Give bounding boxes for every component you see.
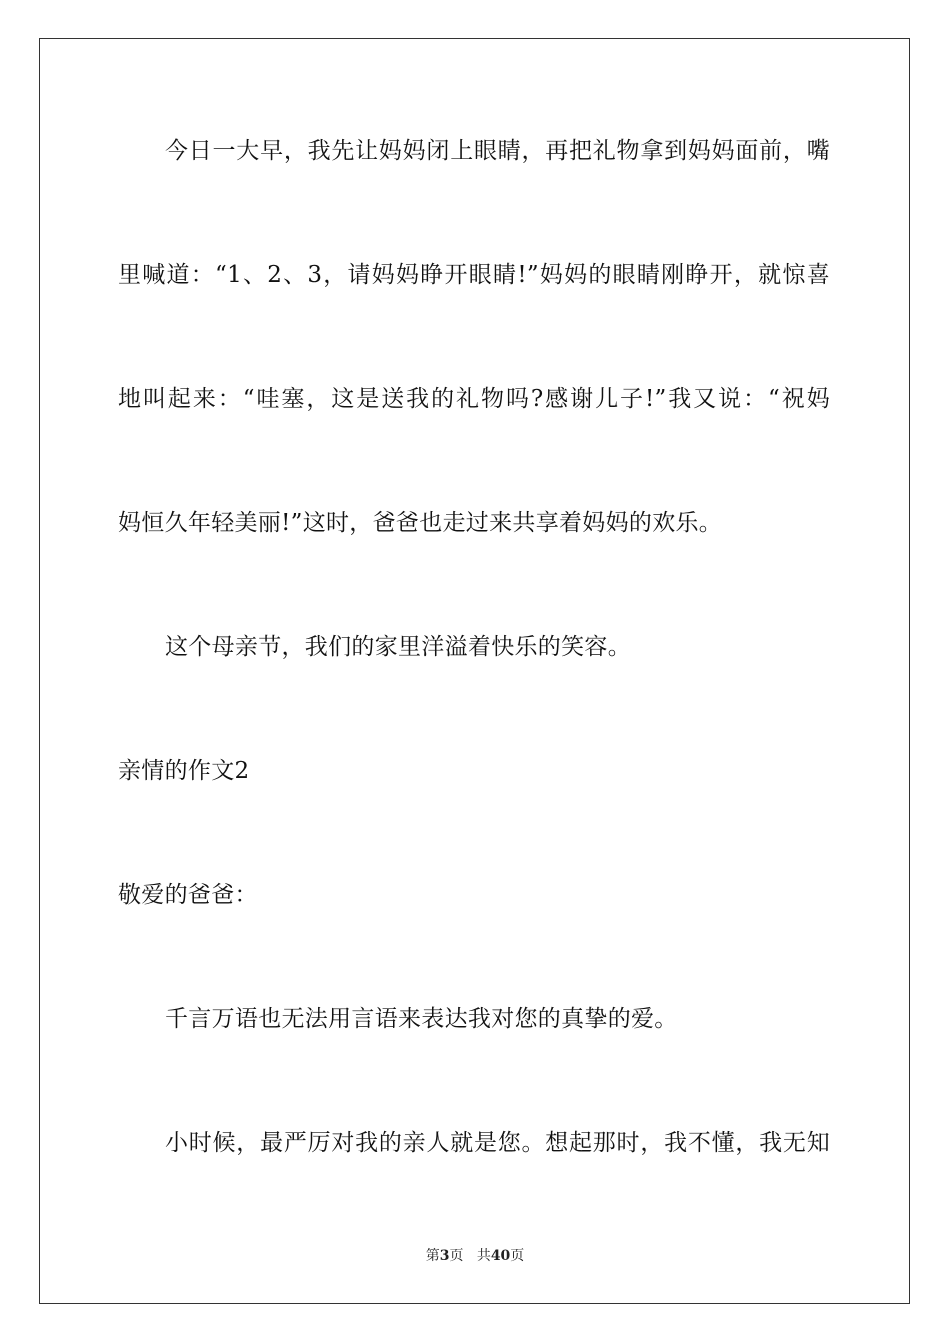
page-label-prefix: 第 bbox=[425, 1248, 440, 1264]
paragraph-line-4: 妈恒久年轻美丽!”这时，爸爸也走过来共享着妈妈的欢乐。 bbox=[118, 510, 723, 536]
page-number: 3 bbox=[439, 1248, 450, 1264]
page-border bbox=[39, 38, 910, 1304]
paragraph-line-7: 小时候，最严厉对我的亲人就是您。想起那时，我不懂，我无知 bbox=[165, 1130, 830, 1156]
paragraph-line-6: 千言万语也无法用言语来表达我对您的真挚的爱。 bbox=[165, 1006, 678, 1032]
paragraph-line-3: 地叫起来：“哇塞，这是送我的礼物吗?感谢儿子!”我又说：“祝妈 bbox=[118, 386, 830, 412]
total-label-prefix: 共 bbox=[476, 1248, 491, 1264]
paragraph-line-1: 今日一大早，我先让妈妈闭上眼睛，再把礼物拿到妈妈面前，嘴 bbox=[165, 138, 830, 164]
paragraph-line-5: 这个母亲节，我们的家里洋溢着快乐的笑容。 bbox=[165, 634, 631, 660]
total-label-suffix: 页 bbox=[510, 1248, 525, 1264]
total-pages: 40 bbox=[490, 1248, 511, 1264]
paragraph-line-2: 里喊道：“1、2、3，请妈妈睁开眼睛!”妈妈的眼睛刚睁开，就惊喜 bbox=[118, 262, 830, 288]
page-label-suffix: 页 bbox=[449, 1248, 464, 1264]
section-title: 亲情的作文2 bbox=[118, 758, 250, 784]
salutation: 敬爱的爸爸： bbox=[118, 882, 258, 908]
page-footer bbox=[0, 1247, 950, 1265]
